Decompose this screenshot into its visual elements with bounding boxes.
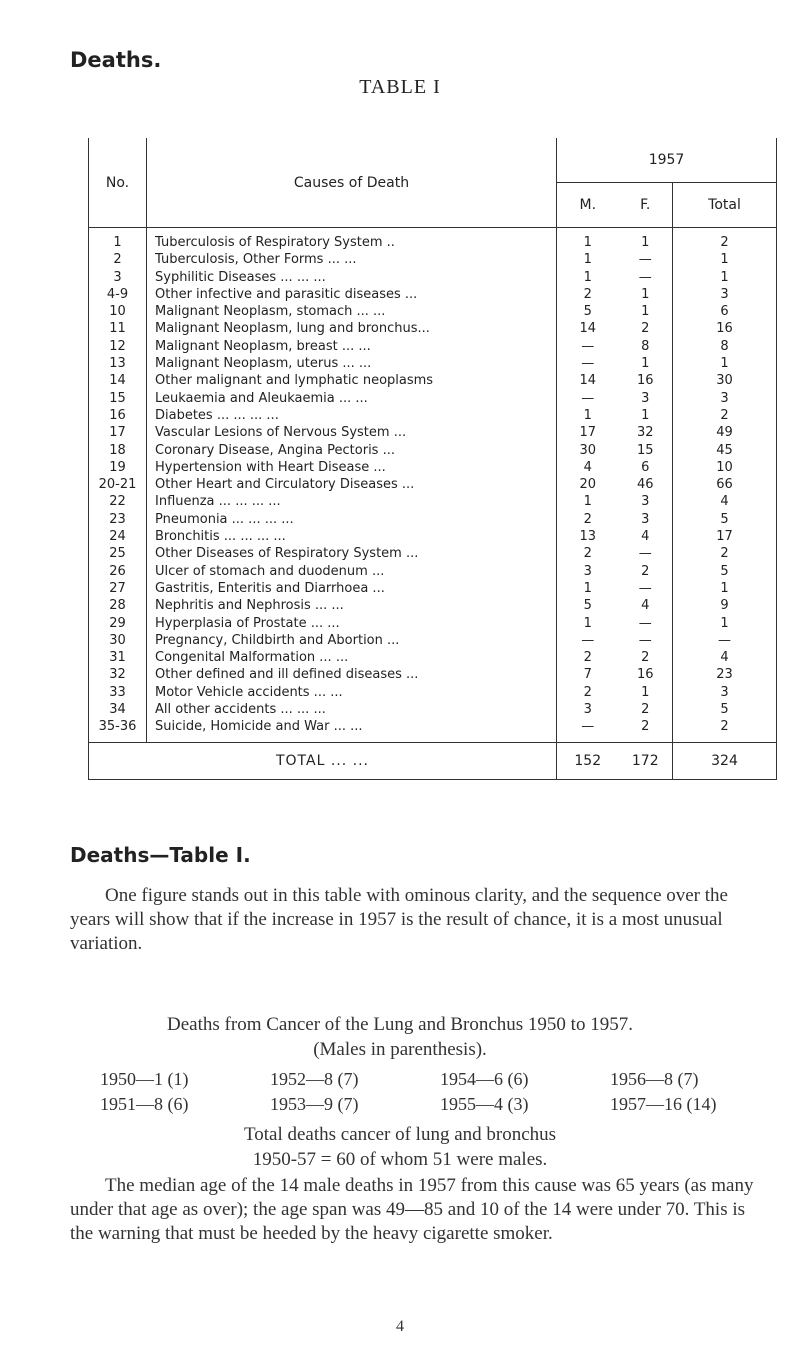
row-cause: Hypertension with Heart Disease ... <box>147 459 557 476</box>
row-f: 1 <box>641 304 650 320</box>
table-row <box>89 597 777 614</box>
row-f: — <box>638 269 652 285</box>
table-row <box>89 424 777 441</box>
row-total: 17 <box>673 528 777 545</box>
row-no: 20-21 <box>89 476 147 493</box>
row-m: 2 <box>583 546 592 562</box>
sub-heading: Deaths—Table I. <box>70 843 251 867</box>
row-cause: Motor Vehicle accidents ... ... <box>147 684 557 701</box>
deaths-table <box>88 138 777 780</box>
row-m: 2 <box>583 650 592 666</box>
row-m: 5 <box>583 304 592 320</box>
table-row <box>89 338 777 355</box>
row-cause: Syphilitic Diseases ... ... ... <box>147 269 557 286</box>
row-total: 49 <box>673 424 777 441</box>
row-f: 16 <box>636 373 654 389</box>
row-m: — <box>581 356 595 372</box>
table-row <box>89 563 777 580</box>
row-total: 3 <box>673 286 777 303</box>
row-no: 25 <box>89 545 147 562</box>
row-cause: Other infective and parasitic diseases ... <box>147 286 557 303</box>
row-m: 1 <box>583 252 592 268</box>
row-m: 2 <box>583 511 592 527</box>
row-m: — <box>581 719 595 735</box>
row-m: 1 <box>583 615 592 631</box>
row-total: 1 <box>673 355 777 372</box>
row-m: 20 <box>579 477 597 493</box>
row-cause: Nephritis and Nephrosis ... ... <box>147 597 557 614</box>
header-m: M. <box>557 183 619 228</box>
row-f: 32 <box>636 425 654 441</box>
table-row <box>89 615 777 632</box>
row-no: 30 <box>89 632 147 649</box>
row-total: 5 <box>673 701 777 718</box>
paragraph-intro: One figure stands out in this table with ominous clarity, and the sequence over the years will show that if the increase in 1957 is the result of chance, it is a most unusual variation. <box>70 885 728 954</box>
total-f: 172 <box>619 742 673 779</box>
row-total: 4 <box>673 493 777 510</box>
row-cause: Other malignant and lymphatic neoplasms <box>147 372 557 389</box>
row-total: 2 <box>673 407 777 424</box>
row-f: — <box>638 546 652 562</box>
row-m: — <box>581 390 595 406</box>
row-f: 15 <box>636 442 654 458</box>
table-row <box>89 511 777 528</box>
row-m: 17 <box>579 425 597 441</box>
row-f: 1 <box>641 235 650 250</box>
row-total: 1 <box>673 251 777 268</box>
row-f: 4 <box>641 529 650 545</box>
row-total: — <box>673 632 777 649</box>
table-row <box>89 684 777 701</box>
table-row <box>89 269 777 286</box>
year-entry: 1957—16 (14) <box>610 1094 717 1114</box>
table-row <box>89 442 777 459</box>
year-entry: 1951—8 (6) <box>100 1094 189 1114</box>
row-f: 1 <box>641 684 650 700</box>
row-total: 8 <box>673 338 777 355</box>
table-row <box>89 701 777 718</box>
total-label: TOTAL ... ... <box>89 742 557 779</box>
table-row <box>89 228 777 252</box>
row-no: 10 <box>89 303 147 320</box>
row-m: 1 <box>583 235 592 250</box>
row-f: — <box>638 632 652 648</box>
paragraph-median-age: The median age of the 14 male deaths in 1957 from this cause was 65 years (as many under that age as over); the age span was 49—85 and 10 of the 14 were under 70. This is the warning that must be heeded by the heavy cigarette smoker. <box>70 1175 754 1244</box>
row-m: — <box>581 632 595 648</box>
row-f: 2 <box>641 650 650 666</box>
row-m: 13 <box>579 529 597 545</box>
row-f: 8 <box>641 338 650 354</box>
row-cause: Ulcer of stomach and duodenum ... <box>147 563 557 580</box>
row-m: — <box>581 338 595 354</box>
header-cause: Causes of Death <box>147 138 557 228</box>
page-number: 4 <box>396 1318 404 1335</box>
table-row <box>89 390 777 407</box>
row-cause: Tuberculosis, Other Forms ... ... <box>147 251 557 268</box>
table-row <box>89 407 777 424</box>
row-f: 2 <box>641 321 650 337</box>
row-m: 3 <box>583 702 592 718</box>
row-cause: Diabetes ... ... ... ... <box>147 407 557 424</box>
row-total: 3 <box>673 684 777 701</box>
row-total: 2 <box>673 228 777 252</box>
row-f: 1 <box>641 407 650 423</box>
row-total: 2 <box>673 545 777 562</box>
row-total: 16 <box>673 320 777 337</box>
row-no: 3 <box>89 269 147 286</box>
total-m: 152 <box>557 742 619 779</box>
row-m: 1 <box>583 269 592 285</box>
table-caption: TABLE I <box>359 76 441 98</box>
cancer-title-line1: Deaths from Cancer of the Lung and Bronchus 1950 to 1957. <box>167 1014 633 1035</box>
row-no: 35-36 <box>89 718 147 735</box>
row-m: 14 <box>579 321 597 337</box>
row-total: 1 <box>673 615 777 632</box>
table-row <box>89 493 777 510</box>
header-total: Total <box>673 183 777 228</box>
row-no: 2 <box>89 251 147 268</box>
row-f: — <box>638 615 652 631</box>
row-no: 14 <box>89 372 147 389</box>
table-row <box>89 666 777 683</box>
total-deaths-line2: 1950-57 = 60 of whom 51 were males. <box>252 1149 548 1170</box>
row-no: 31 <box>89 649 147 666</box>
row-m: 14 <box>579 373 597 389</box>
row-no: 33 <box>89 684 147 701</box>
row-total: 30 <box>673 372 777 389</box>
row-m: 3 <box>583 563 592 579</box>
row-f: 4 <box>641 598 650 614</box>
row-total: 5 <box>673 563 777 580</box>
row-cause: Gastritis, Enteritis and Diarrhoea ... <box>147 580 557 597</box>
row-cause: Tuberculosis of Respiratory System .. <box>147 228 557 252</box>
table-row <box>89 545 777 562</box>
row-no: 26 <box>89 563 147 580</box>
row-no: 34 <box>89 701 147 718</box>
row-total: 45 <box>673 442 777 459</box>
header-year: 1957 <box>557 138 777 183</box>
row-no: 22 <box>89 493 147 510</box>
row-m: 5 <box>583 598 592 614</box>
row-m: 30 <box>579 442 597 458</box>
row-total: 6 <box>673 303 777 320</box>
row-cause: Suicide, Homicide and War ... ... <box>147 718 557 735</box>
row-m: 2 <box>583 684 592 700</box>
row-cause: Other Heart and Circulatory Diseases ... <box>147 476 557 493</box>
row-m: 1 <box>583 580 592 596</box>
row-m: 4 <box>583 459 592 475</box>
row-total: 5 <box>673 511 777 528</box>
year-entry: 1954—6 (6) <box>440 1069 529 1089</box>
row-f: — <box>638 252 652 268</box>
row-f: 3 <box>641 494 650 510</box>
row-f: 3 <box>641 390 650 406</box>
row-f: 6 <box>641 459 650 475</box>
table-row <box>89 372 777 389</box>
row-no: 12 <box>89 338 147 355</box>
row-no: 13 <box>89 355 147 372</box>
table-row <box>89 320 777 337</box>
year-entry: 1952—8 (7) <box>270 1069 359 1089</box>
year-entry: 1950—1 (1) <box>100 1069 189 1089</box>
row-no: 19 <box>89 459 147 476</box>
row-cause: All other accidents ... ... ... <box>147 701 557 718</box>
row-no: 27 <box>89 580 147 597</box>
years-row-2 <box>100 1094 780 1115</box>
row-total: 23 <box>673 666 777 683</box>
row-cause: Malignant Neoplasm, lung and bronchus... <box>147 320 557 337</box>
row-f: 1 <box>641 356 650 372</box>
row-total: 4 <box>673 649 777 666</box>
row-cause: Congenital Malformation ... ... <box>147 649 557 666</box>
year-entry: 1953—9 (7) <box>270 1094 359 1114</box>
row-cause: Influenza ... ... ... ... <box>147 493 557 510</box>
row-f: 2 <box>641 719 650 735</box>
row-total: 10 <box>673 459 777 476</box>
table-row <box>89 718 777 735</box>
table-row <box>89 355 777 372</box>
row-cause: Bronchitis ... ... ... ... <box>147 528 557 545</box>
year-entry: 1955—4 (3) <box>440 1094 529 1114</box>
row-no: 4-9 <box>89 286 147 303</box>
row-no: 18 <box>89 442 147 459</box>
row-m: 1 <box>583 407 592 423</box>
row-no: 1 <box>89 228 147 252</box>
row-no: 29 <box>89 615 147 632</box>
row-total: 1 <box>673 269 777 286</box>
page-heading: Deaths. <box>70 48 162 72</box>
row-cause: Coronary Disease, Angina Pectoris ... <box>147 442 557 459</box>
total-deaths-line1: Total deaths cancer of lung and bronchus <box>243 1124 557 1145</box>
row-m: 7 <box>583 667 592 683</box>
row-cause: Hyperplasia of Prostate ... ... <box>147 615 557 632</box>
row-m: 1 <box>583 494 592 510</box>
table-row <box>89 580 777 597</box>
row-cause: Other defined and ill defined diseases ... <box>147 666 557 683</box>
cancer-title-line2: (Males in parenthesis). <box>313 1039 487 1060</box>
table-row <box>89 476 777 493</box>
total-all: 324 <box>673 742 777 779</box>
row-cause: Malignant Neoplasm, uterus ... ... <box>147 355 557 372</box>
row-cause: Pregnancy, Childbirth and Abortion ... <box>147 632 557 649</box>
table-row <box>89 303 777 320</box>
row-no: 16 <box>89 407 147 424</box>
row-m: 2 <box>583 286 592 302</box>
row-cause: Other Diseases of Respiratory System ... <box>147 545 557 562</box>
year-entry: 1956—8 (7) <box>610 1069 699 1089</box>
table-row <box>89 632 777 649</box>
row-no: 32 <box>89 666 147 683</box>
row-total: 1 <box>673 580 777 597</box>
table-row <box>89 528 777 545</box>
row-total: 2 <box>673 718 777 735</box>
table-row <box>89 251 777 268</box>
table-row <box>89 286 777 303</box>
table-row <box>89 649 777 666</box>
row-f: 2 <box>641 563 650 579</box>
table-row <box>89 459 777 476</box>
row-no: 28 <box>89 597 147 614</box>
row-cause: Pneumonia ... ... ... ... <box>147 511 557 528</box>
row-no: 24 <box>89 528 147 545</box>
row-f: 1 <box>641 286 650 302</box>
row-cause: Malignant Neoplasm, stomach ... ... <box>147 303 557 320</box>
row-f: — <box>638 580 652 596</box>
row-no: 23 <box>89 511 147 528</box>
row-total: 66 <box>673 476 777 493</box>
row-f: 46 <box>636 477 654 493</box>
row-total: 3 <box>673 390 777 407</box>
years-row-1 <box>100 1069 780 1090</box>
header-no: No. <box>89 138 147 228</box>
row-cause: Leukaemia and Aleukaemia ... ... <box>147 390 557 407</box>
row-f: 16 <box>636 667 654 683</box>
row-no: 15 <box>89 390 147 407</box>
row-cause: Malignant Neoplasm, breast ... ... <box>147 338 557 355</box>
row-f: 3 <box>641 511 650 527</box>
row-total: 9 <box>673 597 777 614</box>
header-f: F. <box>619 183 673 228</box>
row-f: 2 <box>641 702 650 718</box>
row-no: 17 <box>89 424 147 441</box>
row-no: 11 <box>89 320 147 337</box>
row-cause: Vascular Lesions of Nervous System ... <box>147 424 557 441</box>
